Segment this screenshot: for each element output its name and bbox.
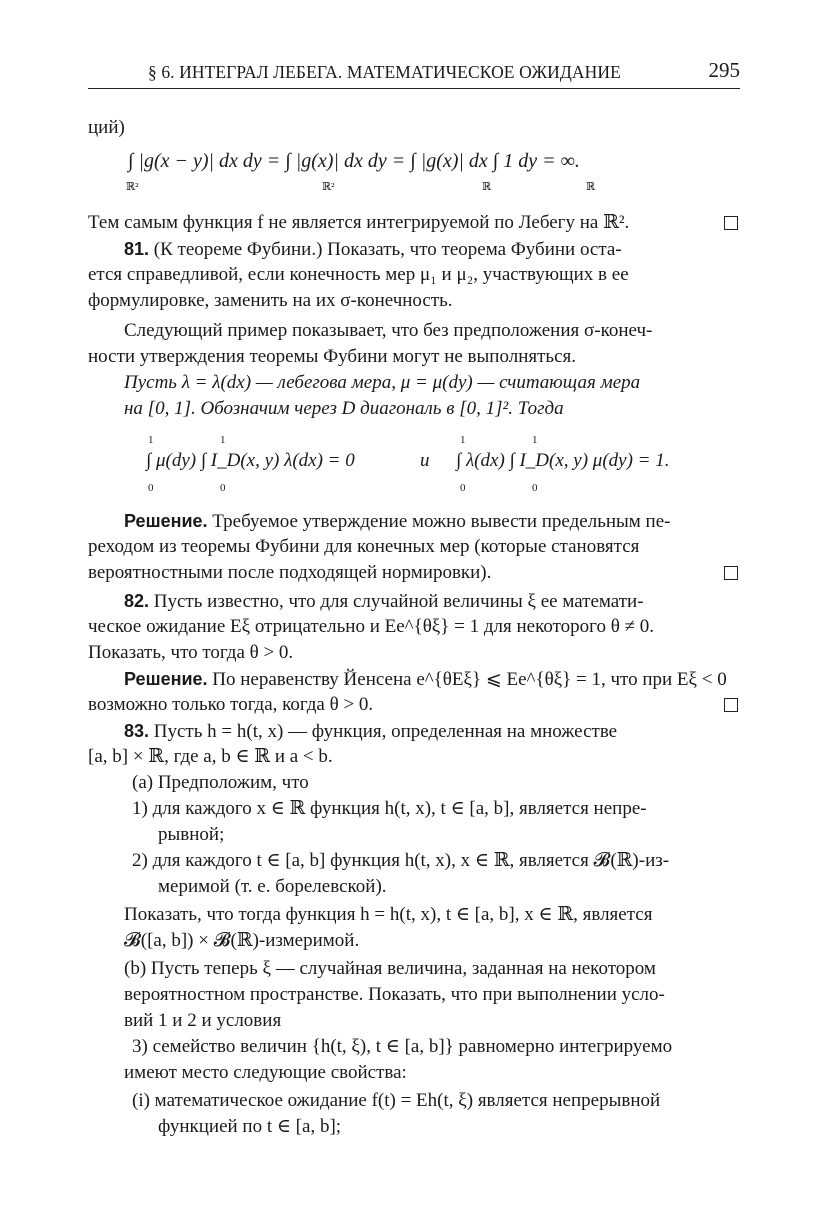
page-number: 295	[708, 58, 740, 82]
solution-label: Решение.	[124, 511, 208, 531]
text-line: формулировке, заменить на их σ-конечность.	[88, 290, 453, 311]
problem-number: 82.	[124, 591, 150, 611]
integral-limit: ℝ²	[322, 181, 335, 193]
list-item: (i) математическое ожидание f(t) = Eh(t, ξ) является непрерывной	[132, 1090, 661, 1111]
list-item: 3) семейство величин {h(t, ξ), t ∈ [a, b]} равномерно интегрируемо	[132, 1036, 673, 1057]
text-line: имеют место следующие свойства:	[124, 1062, 407, 1083]
text-line: (b) Пусть теперь ξ — случайная величина, заданная на некотором	[124, 958, 656, 979]
integral-upper-limit: 1	[460, 434, 466, 446]
solution-line: Решение. По неравенству Йенсена e^{θEξ} ⩽ Ee^{θξ} = 1, что при Eξ < 0	[124, 669, 727, 690]
text-line: функцией по t ∈ [a, b];	[158, 1116, 342, 1137]
text-line: [a, b] × ℝ, где a, b ∈ ℝ и a < b.	[88, 746, 333, 767]
integral-upper-limit: 1	[532, 434, 538, 446]
text-line: 𝓑([a, b]) × 𝓑(ℝ)-измеримой.	[124, 930, 360, 951]
integral-upper-limit: 1	[148, 434, 154, 446]
equation-right: ∫ λ(dx) ∫ I_D(x, y) μ(dy) = 1.	[456, 450, 670, 471]
text-line: ности утверждения теоремы Фубини могут не выполняться.	[88, 346, 576, 367]
qed-symbol	[724, 216, 738, 230]
header-title: § 6. ИНТЕГРАЛ ЛЕБЕГА. МАТЕМАТИЧЕСКОЕ ОЖИДАНИЕ	[148, 62, 621, 82]
italic-statement: Пусть λ = λ(dx) — лебегова мера, μ = μ(dy) — считающая мера	[124, 372, 641, 393]
solution-line: Решение. Требуемое утверждение можно вывести предельным пе-	[124, 511, 671, 532]
integral-lower-limit: 0	[460, 482, 466, 494]
text-line: рывной;	[158, 824, 225, 845]
problem-number: 81.	[124, 239, 150, 259]
italic-statement: на [0, 1]. Обозначим через D диагональ в [0, 1]². Тогда	[124, 398, 564, 419]
text-line: Показать, что тогда θ > 0.	[88, 642, 294, 663]
integral-lower-limit: 0	[220, 482, 226, 494]
text-line: вероятностном пространстве. Показать, что при выполнении усло-	[124, 984, 665, 1005]
text-line: Следующий пример показывает, что без предположения σ-конеч-	[124, 320, 653, 341]
integral-limit: ℝ	[586, 181, 596, 193]
equation-fubini-counterexample: ∫ |g(x − y)| dx dy = ∫ |g(x)| dx dy = ∫ |g(x)| dx ∫ 1 dy = ∞.	[128, 150, 580, 172]
equation-conjunction: и	[420, 450, 430, 471]
text-line: ческое ожидание Eξ отрицательно и Ee^{θξ} = 1 для некоторого θ ≠ 0.	[88, 616, 655, 637]
qed-symbol	[724, 698, 738, 712]
integral-lower-limit: 0	[532, 482, 538, 494]
integral-lower-limit: 0	[148, 482, 154, 494]
text-line: Тем самым функция f не является интегрируемой по Лебегу на ℝ².	[88, 212, 630, 233]
list-item: 1) для каждого x ∈ ℝ функция h(t, x), t ∈ [a, b], является непре-	[132, 798, 647, 819]
text-line: вероятностными после подходящей нормировки).	[88, 562, 492, 583]
problem-number: 83.	[124, 721, 150, 741]
text-line: меримой (т. е. борелевской).	[158, 876, 387, 897]
problem-82-line: 82. Пусть известно, что для случайной величины ξ ее математи-	[124, 591, 644, 612]
problem-81-line: 81. (К теореме Фубини.) Показать, что теорема Фубини оста-	[124, 239, 622, 260]
integral-limit: ℝ²	[126, 181, 139, 193]
text-line: ций)	[88, 117, 125, 138]
qed-symbol	[724, 566, 738, 580]
integral-limit: ℝ	[482, 181, 492, 193]
text-line: ется справедливой, если конечность мер μ₁ и μ₂, участвующих в ее	[88, 264, 629, 285]
list-item: 2) для каждого t ∈ [a, b] функция h(t, x), x ∈ ℝ, является 𝓑(ℝ)-из-	[132, 850, 670, 871]
text-line: Показать, что тогда функция h = h(t, x), t ∈ [a, b], x ∈ ℝ, является	[124, 904, 653, 925]
text-line: возможно только тогда, когда θ > 0.	[88, 694, 374, 715]
text-line: реходом из теоремы Фубини для конечных мер (которые становятся	[88, 536, 640, 557]
running-header	[88, 58, 740, 89]
integral-upper-limit: 1	[220, 434, 226, 446]
problem-83-line: 83. Пусть h = h(t, x) — функция, определенная на множестве	[124, 721, 618, 742]
equation-left: ∫ μ(dy) ∫ I_D(x, y) λ(dx) = 0	[146, 450, 355, 471]
text-line: вий 1 и 2 и условия	[124, 1010, 282, 1031]
text-line: (a) Предположим, что	[132, 772, 309, 793]
solution-label: Решение.	[124, 669, 208, 689]
